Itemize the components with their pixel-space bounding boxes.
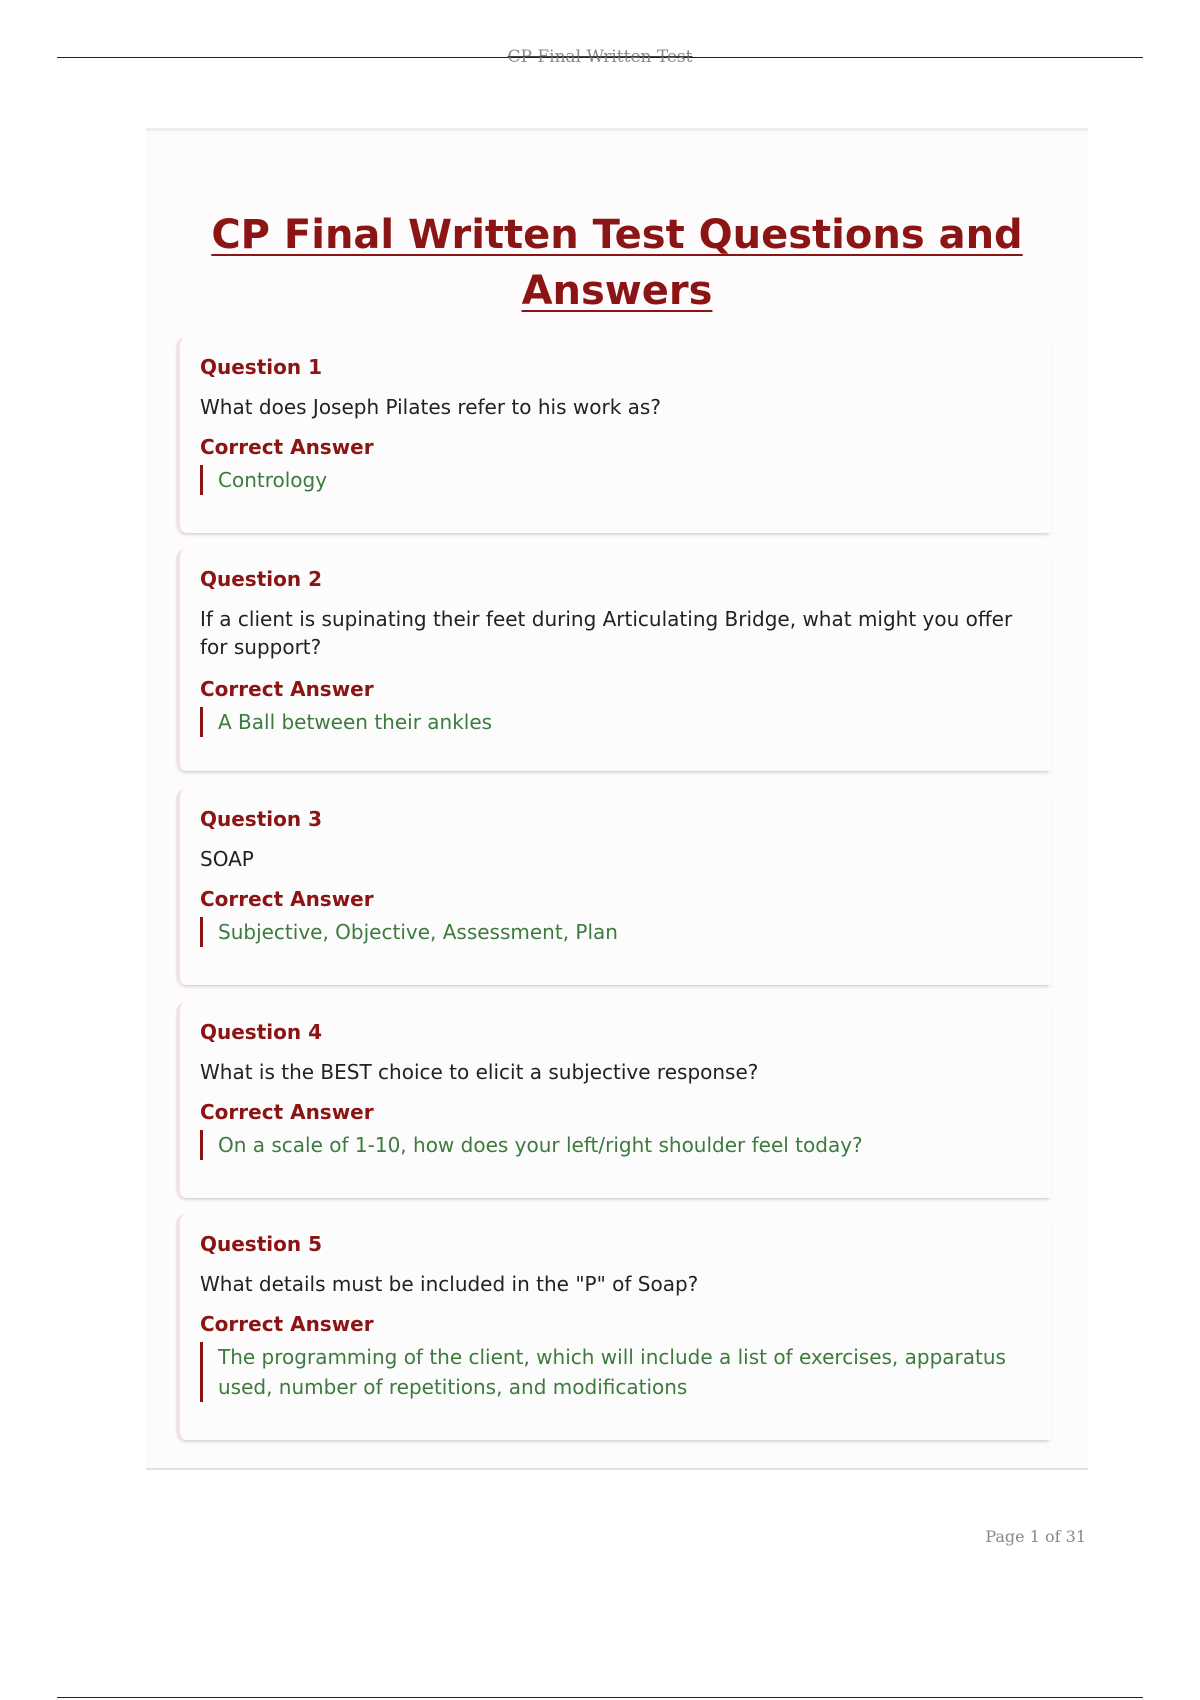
page-number: Page 1 of 31 [985,1527,1086,1546]
question-card [176,337,1052,533]
question-card [176,1214,1052,1440]
running-header: CP Final Written Test [507,47,693,67]
question-label: Question 3 [200,807,322,831]
answer-label: Correct Answer [200,1312,374,1336]
answer-text: On a scale of 1-10, how does your left/right shoulder feel today? [200,1130,1030,1160]
question-label: Question 2 [200,567,322,591]
document-title: CP Final Written Test Questions and Answers [211,212,1023,314]
answer-text: Contrology [200,465,1030,495]
footer-rule [57,1697,1143,1698]
question-text: If a client is supinating their feet during Articulating Bridge, what might you offer for support? [200,607,1013,659]
question-text: What does Joseph Pilates refer to his work as? [200,395,661,419]
question-label: Question 1 [200,355,322,379]
answer-label: Correct Answer [200,677,374,701]
question-text: SOAP [200,847,254,871]
answer-text: The programming of the client, which will include a list of exercises, apparatus used, number of repetitions, and modifications [200,1342,1030,1402]
document-card [146,128,1088,1470]
question-card [176,789,1052,985]
answer-label: Correct Answer [200,435,374,459]
answer-text: A Ball between their ankles [200,707,1030,737]
question-text: What details must be included in the "P" of Soap? [200,1272,699,1296]
answer-text: Subjective, Objective, Assessment, Plan [200,917,1030,947]
question-label: Question 4 [200,1020,322,1044]
question-card [176,549,1052,771]
question-label: Question 5 [200,1232,322,1256]
answer-label: Correct Answer [200,1100,374,1124]
answer-label: Correct Answer [200,887,374,911]
question-card [176,1002,1052,1198]
question-text: What is the BEST choice to elicit a subjective response? [200,1060,759,1084]
